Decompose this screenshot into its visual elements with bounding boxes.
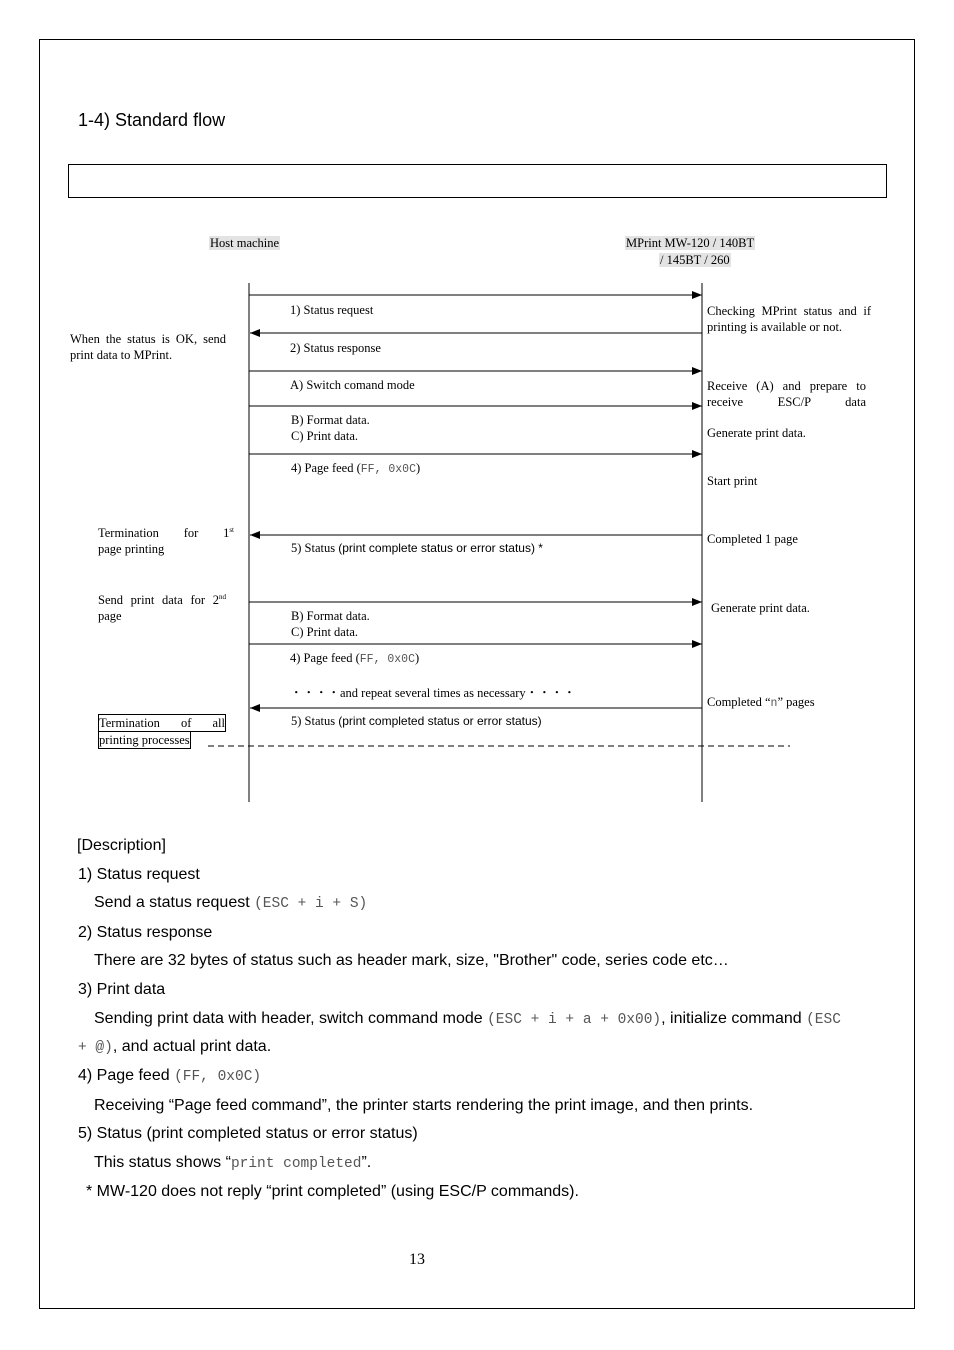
note-generate-1: Generate print data. bbox=[707, 426, 806, 440]
section-title: 1-4) Standard flow bbox=[78, 110, 226, 130]
note-termination-all: Termination of all printing processes bbox=[99, 716, 225, 747]
msg-status-response: 2) Status response bbox=[290, 341, 381, 355]
item5-title: 5) Status (print completed status or error status) bbox=[78, 1125, 418, 1142]
item3-text-line2: + @), and actual print data. bbox=[78, 1038, 272, 1056]
description-heading: [Description] bbox=[77, 837, 166, 854]
msg-format-data-1: B) Format data. bbox=[291, 413, 370, 427]
item3-text-line1: Sending print data with header, switch command mode (ESC + i + a + 0x00), initialize command (ESC bbox=[94, 1010, 841, 1028]
msg-status-final: 5) Status (print completed status or error status) bbox=[291, 714, 542, 728]
msg-status-request: 1) Status request bbox=[290, 303, 374, 317]
printer-label-line1: MPrint MW-120 / 140BT bbox=[626, 236, 755, 250]
note-status-ok: When the status is OK, send print data to MPrint. bbox=[70, 332, 226, 362]
footnote: * MW-120 does not reply “print completed” (using ESC/P commands). bbox=[86, 1183, 579, 1200]
msg-status-1st: 5) Status (print complete status or error status) * bbox=[291, 541, 543, 555]
msg-repeat-note: ・・・・and repeat several times as necessary・・・・ bbox=[290, 686, 576, 700]
msg-print-data-2: C) Print data. bbox=[291, 625, 359, 639]
item1-text: Send a status request (ESC + i + S) bbox=[94, 894, 368, 912]
msg-switch-mode: A) Switch comand mode bbox=[290, 378, 415, 392]
item5-text: This status shows “print completed”. bbox=[94, 1154, 372, 1172]
msg-page-feed-2: 4) Page feed (FF, 0x0C) bbox=[290, 651, 420, 666]
host-machine-label: Host machine bbox=[210, 236, 280, 250]
note-termination-1st: Termination for 1st page printing bbox=[98, 526, 234, 556]
item4-text: Receiving “Page feed command”, the printer starts rendering the print image, and then prints. bbox=[94, 1097, 754, 1114]
note-start-print: Start print bbox=[707, 474, 758, 488]
item2-text: There are 32 bytes of status such as header mark, size, "Brother" code, series code etc… bbox=[94, 952, 729, 969]
item1-title: 1) Status request bbox=[78, 866, 200, 883]
note-checking: Checking MPrint status and if printing is available or not. bbox=[707, 304, 871, 334]
msg-print-data-1: C) Print data. bbox=[291, 429, 359, 443]
note-completed-n: Completed “n” pages bbox=[707, 695, 815, 710]
msg-format-data-2: B) Format data. bbox=[291, 609, 370, 623]
note-send-2nd: Send print data for 2nd page bbox=[98, 593, 226, 623]
note-completed-1: Completed 1 page bbox=[707, 532, 798, 546]
item3-title: 3) Print data bbox=[78, 981, 166, 998]
note-generate-2: Generate print data. bbox=[711, 601, 810, 615]
note-receive-a: Receive (A) and prepare to receive ESC/P data bbox=[707, 379, 866, 409]
item4-title: 4) Page feed (FF, 0x0C) bbox=[78, 1067, 262, 1085]
printer-label-line2: / 145BT / 260 bbox=[660, 253, 730, 267]
item2-title: 2) Status response bbox=[78, 924, 213, 941]
page-number: 13 bbox=[409, 1251, 425, 1268]
msg-page-feed-1: 4) Page feed (FF, 0x0C) bbox=[291, 461, 421, 476]
